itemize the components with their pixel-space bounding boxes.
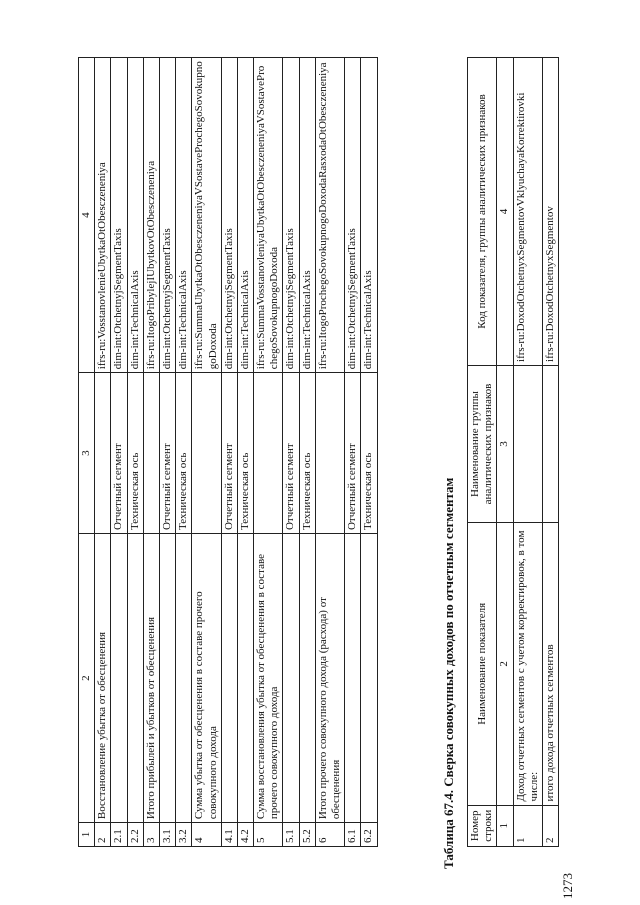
cell-col-1: 3: [143, 823, 159, 847]
cell-col-3: 3: [497, 365, 513, 522]
cell-col-4: 4: [497, 58, 513, 366]
table-caption: Таблица 67.4. Сверка совокупных доходов по отчетным сегментам: [441, 477, 456, 869]
cell-col-2: Сумма убытка от обесценения в составе прочего совокупного дохода: [192, 534, 221, 823]
cell-col-4: ifrs-ru:SummaVosstanovleniyaUbytkaOtObesczeneniyaVSostaveProchegoSovokupnogoDoxoda: [254, 58, 283, 373]
table-row: [542, 58, 558, 847]
cell-col-3: [143, 373, 159, 534]
table-row: [283, 58, 299, 847]
cell-col-2: [111, 534, 127, 823]
cell-col-4: dim-int:TechnicalAxis: [361, 58, 377, 373]
cell-col-3: [542, 365, 558, 522]
header-row: [468, 58, 497, 847]
cell-col-1: 6.1: [345, 823, 361, 847]
cell-col-2: Итого прибылей и убытков от обесценения: [143, 534, 159, 823]
cell-col-4: dim-int:OtchetnyjSegmentTaxis: [345, 58, 361, 373]
table-row: [95, 58, 111, 847]
cell-col-2: [159, 534, 175, 823]
cell-col-3: Отчетный сегмент: [283, 373, 299, 534]
table-row: [237, 58, 253, 847]
cell-col-2: [299, 534, 315, 823]
cell-col-4: ifrs-ru:ItogoProchegoSovokupnogoDoxodaRasxodaOtObesczeneniya: [315, 58, 344, 373]
cell-col-3: [192, 373, 221, 534]
cell-col-2: итого дохода отчетных сегментов: [542, 523, 558, 805]
table-row: [361, 58, 377, 847]
bottom-table: [467, 57, 559, 847]
cell-col-4: ifrs-ru:ItogoPribylejIUbytkovOtObesczeneniya: [143, 58, 159, 373]
cell-col-2: [221, 534, 237, 823]
cell-col-4: 4: [79, 58, 95, 373]
cell-col-4: dim-int:OtchetnyjSegmentTaxis: [283, 58, 299, 373]
cell-col-4: ifrs-ru:DoxodOtchetnyxSegmentov: [542, 58, 558, 366]
top-table: [78, 57, 378, 847]
cell-col-3: Отчетный сегмент: [345, 373, 361, 534]
cell-col-1: 1: [513, 805, 542, 846]
cell-col-3: [315, 373, 344, 534]
cell-col-2: [176, 534, 192, 823]
table-row: [513, 58, 542, 847]
cell-col-2: [127, 534, 143, 823]
cell-col-1: 3.1: [159, 823, 175, 847]
cell-col-1: 5.1: [283, 823, 299, 847]
cell-col-3: [95, 373, 111, 534]
cell-col-4: dim-int:TechnicalAxis: [237, 58, 253, 373]
cell-col-1: Номер строки: [468, 805, 497, 846]
cell-col-2: Сумма восстановления убытка от обесценения в составе прочего совокупного дохода: [254, 534, 283, 823]
cell-col-2: 2: [497, 523, 513, 805]
cell-col-1: 2.1: [111, 823, 127, 847]
table-row: [111, 58, 127, 847]
cell-col-1: 2.2: [127, 823, 143, 847]
cell-col-3: Техническая ось: [237, 373, 253, 534]
table-row: [221, 58, 237, 847]
table-row: [315, 58, 344, 847]
cell-col-3: [254, 373, 283, 534]
cell-col-1: 1: [497, 805, 513, 846]
cell-col-4: dim-int:OtchetnyjSegmentTaxis: [221, 58, 237, 373]
page-number: 1273: [560, 873, 575, 899]
cell-col-1: 4.2: [237, 823, 253, 847]
cell-col-1: 5.2: [299, 823, 315, 847]
cell-col-4: dim-int:TechnicalAxis: [176, 58, 192, 373]
cell-col-1: 4.1: [221, 823, 237, 847]
cell-col-4: ifrs-ru:VosstanovlenieUbytkaOtObesczeneniya: [95, 58, 111, 373]
cell-col-2: [361, 534, 377, 823]
cell-col-3: Отчетный сегмент: [159, 373, 175, 534]
cell-col-1: 6: [315, 823, 344, 847]
cell-col-1: 5: [254, 823, 283, 847]
column-number-row: [79, 58, 95, 847]
cell-col-2: [345, 534, 361, 823]
table-row: [254, 58, 283, 847]
cell-col-3: Отчетный сегмент: [111, 373, 127, 534]
table-row: [127, 58, 143, 847]
table-row: [143, 58, 159, 847]
cell-col-3: Отчетный сегмент: [221, 373, 237, 534]
cell-col-3: 3: [79, 373, 95, 534]
table-row: [176, 58, 192, 847]
cell-col-3: Техническая ось: [299, 373, 315, 534]
cell-col-4: Код показателя, группы аналитических признаков: [468, 58, 497, 366]
cell-col-1: 2: [542, 805, 558, 846]
cell-col-4: dim-int:OtchetnyjSegmentTaxis: [159, 58, 175, 373]
cell-col-3: [513, 365, 542, 522]
cell-col-3: Наименование группы аналитических признаков: [468, 365, 497, 522]
cell-col-3: Техническая ось: [176, 373, 192, 534]
cell-col-3: Техническая ось: [361, 373, 377, 534]
cell-col-1: 6.2: [361, 823, 377, 847]
cell-col-2: 2: [79, 534, 95, 823]
cell-col-3: Техническая ось: [127, 373, 143, 534]
cell-col-1: 1: [79, 823, 95, 847]
cell-col-4: ifrs-ru:SummaUbytkaOtObesczeneniyaVSostaveProchegoSovokupnogoDoxoda: [192, 58, 221, 373]
table-row: [299, 58, 315, 847]
cell-col-2: [237, 534, 253, 823]
cell-col-4: dim-int:TechnicalAxis: [127, 58, 143, 373]
cell-col-2: Восстановление убытка от обесценения: [95, 534, 111, 823]
cell-col-1: 2: [95, 823, 111, 847]
table-row: [345, 58, 361, 847]
cell-col-2: Итого прочего совокупного дохода (расхода) от обесценения: [315, 534, 344, 823]
cell-col-4: dim-int:TechnicalAxis: [299, 58, 315, 373]
cell-col-1: 3.2: [176, 823, 192, 847]
column-number-row: [497, 58, 513, 847]
table-row: [159, 58, 175, 847]
cell-col-2: Доход отчетных сегментов с учетом корректировок, в том числе:: [513, 523, 542, 805]
cell-col-2: Наименование показателя: [468, 523, 497, 805]
cell-col-4: ifrs-ru:DoxodOtchetnyxSegmentovVklyuchayaKorrektirovki: [513, 58, 542, 366]
cell-col-2: [283, 534, 299, 823]
cell-col-1: 4: [192, 823, 221, 847]
table-row: [192, 58, 221, 847]
cell-col-4: dim-int:OtchetnyjSegmentTaxis: [111, 58, 127, 373]
